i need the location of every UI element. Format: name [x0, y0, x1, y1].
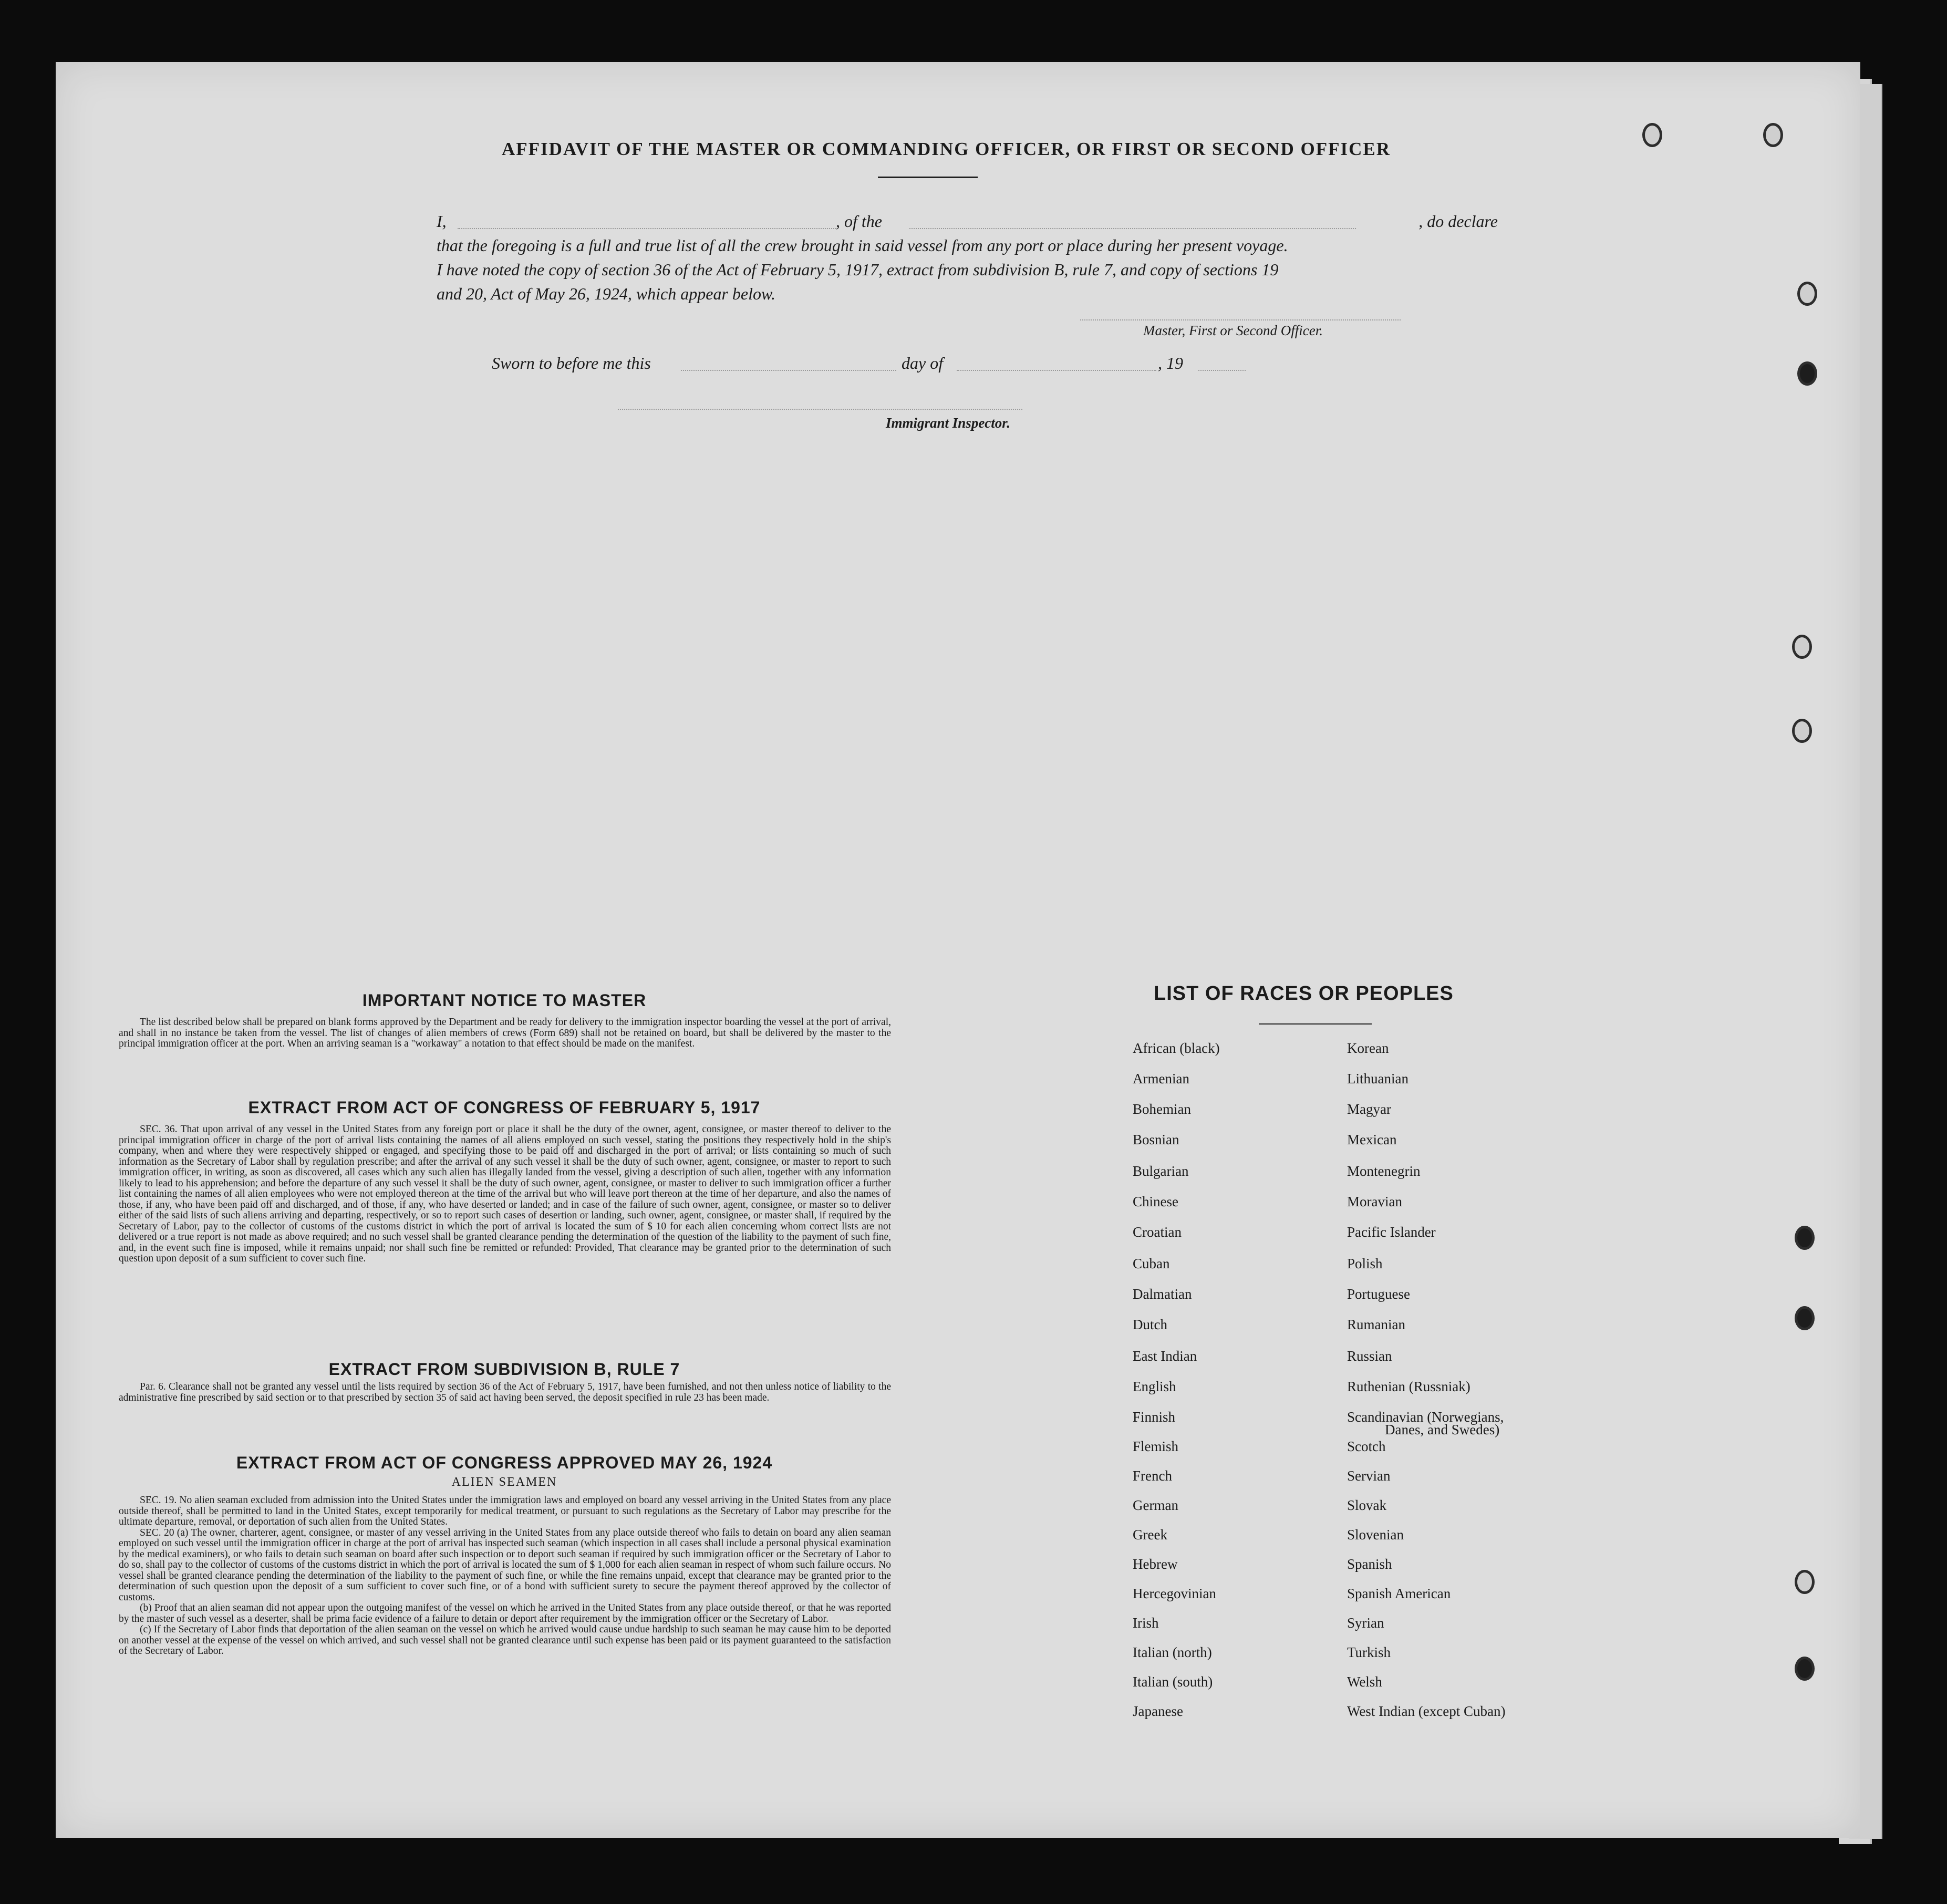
sec-19: SEC. 19. No alien seaman excluded from admission into the United States under the immigration laws and employed on board any vessel arriving in the United States from any place outside thereof, shall be permitted to land in the United States, except temporarily for medical treatment, or pursuant to such regulations as the Secretary of Labor may prescribe for the ultimate departure, removal, or deportation of such alien from the United States. — [119, 1495, 891, 1527]
race-item: Syrian — [1347, 1615, 1384, 1631]
sworn-year: , 19 — [1158, 354, 1183, 372]
punch-hole — [1795, 1570, 1815, 1594]
affidavit-line-3: I have noted the copy of section 36 of the Act of February 5, 1917, extract from subdivision B, rule 7, and copy of sections 19 — [437, 260, 1279, 279]
race-item: Pacific Islander — [1347, 1224, 1436, 1240]
race-item: Cuban — [1133, 1256, 1170, 1271]
sworn-day-of: day of — [902, 354, 944, 372]
notice-text: The list described below shall be prepared on blank forms approved by the Department and be ready for delivery to the immigration inspector boarding the vessel at the port of arrival, and shall in no instance be taken from the vessel. The list of changes of alien members of crews (Form 689) shall not be retained on board, but shall be delivered by the master to the principal immigration officer at the port. When an arriving seaman is a "workaway" a notation to that effect should be made on the manifest. — [119, 1017, 891, 1049]
race-item: Bohemian — [1133, 1101, 1191, 1117]
affidavit-line-2: that the foregoing is a full and true list of all the crew brought in said vessel from any port or place during her present voyage. — [437, 236, 1288, 255]
race-item-continuation: Danes, and Swedes) — [1385, 1422, 1500, 1437]
race-item: Slovenian — [1347, 1527, 1404, 1543]
notice-title: IMPORTANT NOTICE TO MASTER — [362, 991, 647, 1010]
affidavit-line-1 — [437, 209, 1498, 233]
race-item: Slovak — [1347, 1497, 1387, 1513]
punch-hole — [1792, 719, 1812, 743]
race-item: Finnish — [1133, 1409, 1176, 1425]
race-item: Greek — [1133, 1527, 1167, 1543]
sec-20b: (b) Proof that an alien seaman did not appear upon the outgoing manifest of the vessel on which he arrived in the United States from any place outside thereof, or that he was reported by the master of such vessel as a deserter, shall be prima facie evidence of a failure to detain or deport after requirement by the immigration officer or the Secretary of Labor. — [119, 1602, 891, 1624]
subdivision-b-text: Par. 6. Clearance shall not be granted any vessel until the lists required by section 36 of the Act of February 5, 1917, have been furnished, and not then unless notice of liability to the administrative fine prescribed by said section or to that prescribed by section 35 of said act having been served, the deposit specified in rule 23 has been made. — [119, 1381, 891, 1403]
sworn-prefix: Sworn to before me this — [492, 354, 651, 372]
race-item: Servian — [1347, 1468, 1391, 1484]
name-field[interactable] — [458, 228, 836, 229]
affidavit-title: AFFIDAVIT OF THE MASTER OR COMMANDING OFFICER, OR FIRST OR SECOND OFFICER — [502, 139, 1391, 159]
sworn-year-field[interactable] — [1198, 370, 1246, 371]
race-item: Korean — [1347, 1040, 1389, 1056]
race-item: West Indian (except Cuban) — [1347, 1703, 1506, 1719]
race-item: Lithuanian — [1347, 1071, 1409, 1086]
race-item: Mexican — [1347, 1132, 1397, 1147]
race-item: Hercegovinian — [1133, 1586, 1216, 1601]
sworn-line — [492, 351, 1280, 375]
race-item: Armenian — [1133, 1071, 1189, 1086]
race-item: Flemish — [1133, 1439, 1179, 1454]
race-item: Ruthenian (Russniak) — [1347, 1379, 1470, 1394]
affidavit-i: I, — [437, 212, 447, 231]
affidavit-of-the: , of the — [836, 212, 882, 231]
master-signature-label: Master, First or Second Officer. — [1143, 323, 1323, 338]
race-item: French — [1133, 1468, 1172, 1484]
race-item: Montenegrin — [1347, 1163, 1421, 1179]
race-item: Magyar — [1347, 1101, 1391, 1117]
races-underline — [1259, 1023, 1372, 1025]
race-item: Croatian — [1133, 1224, 1182, 1240]
race-item: German — [1133, 1497, 1178, 1513]
extract-1924-subtitle: ALIEN SEAMEN — [451, 1475, 557, 1489]
extract-1917-title: EXTRACT FROM ACT OF CONGRESS OF FEBRUARY 5, 1917 — [248, 1098, 761, 1117]
punch-hole — [1763, 123, 1783, 147]
race-item: Dutch — [1133, 1317, 1167, 1332]
punch-hole — [1792, 635, 1812, 659]
punch-hole — [1795, 1226, 1815, 1250]
race-item: Italian (south) — [1133, 1674, 1213, 1690]
subdivision-b-title: EXTRACT FROM SUBDIVISION B, RULE 7 — [328, 1360, 680, 1379]
race-item: Irish — [1133, 1615, 1159, 1631]
race-item: Scandinavian (Norwegians, — [1347, 1409, 1504, 1425]
race-item: East Indian — [1133, 1348, 1197, 1364]
race-item: African (black) — [1133, 1040, 1220, 1056]
affidavit-declare: , do declare — [1418, 212, 1498, 231]
race-item: Japanese — [1133, 1703, 1183, 1719]
title-underline — [878, 177, 978, 178]
race-item: Chinese — [1133, 1194, 1178, 1209]
race-item: Moravian — [1347, 1194, 1402, 1209]
punch-hole — [1795, 1657, 1815, 1681]
affidavit-line-4: and 20, Act of May 26, 1924, which appear below. — [437, 284, 775, 303]
punch-hole — [1797, 282, 1817, 306]
sec-20c: (c) If the Secretary of Labor finds that deportation of the alien seaman on the vessel on which he arrived would cause undue hardship to such seaman he may cause him to be deported on another vessel at the expense of the vessel on which arrived, and such vessel shall not be granted clearance until such expense has been paid or its payment guaranteed to the satisfaction of the Secretary of Labor. — [119, 1624, 891, 1657]
sec-20a: SEC. 20 (a) The owner, charterer, agent, consignee, or master of any vessel arriving in the United States from any place outside thereof who fails to detain on board any alien seaman employed on such vessel until the immigration officer in charge at the port of arrival has inspected such seaman (which inspection in all cases shall include a personal physical examination by the medical examiners), or who fails to detain such seaman on board after such inspection or to deport such seaman if required by such immigration officer or the Secretary of Labor to do so, shall pay to the collector of customs of the customs district in which the port of arrival is located the sum of $ 1,000 for each alien seaman in respect of whom such failure occurs. No vessel shall be granted clearance pending the determination of the liability to the payment of such fine, or while the fine remains unpaid, except that clearance may be granted prior to the determination of such question upon the deposit of a sum sufficient to cover such fine, or of a bond with sufficient surety to secure the payment thereof approved by the collector of customs. — [119, 1527, 891, 1603]
extract-1917-text: SEC. 36. That upon arrival of any vessel in the United States from any foreign port or place it shall be the duty of the owner, agent, consignee, or master thereof to deliver to the principal immigration officer in charge of the port of arrival lists containing the names of all aliens employed on such vessel, stating the positions they respectively hold in the ship's company, when and where they were respectively shipped or engaged, and specifying those to be paid off and discharged in the port of arrival; or lists containing so much of such information as the Secretary of Labor shall by regulation prescribe; and after the arrival of any such vessel it shall be the duty of such owner, agent, consignee, or master to report to such immigration officer, in writing, as soon as discovered, all cases which any such alien has illegally landed from the vessel, giving a description of such alien, together with any information likely to lead to his apprehension; and before the departure of any such vessel it shall be the duty of such owner, agent, consignee, or master to deliver to such immigration officer a further list containing the names of all alien employees who were not employed thereon at the time of the arrival but who will leave port thereon at the time of her departure, and also the names of those, if any, who have been paid off and discharged, and of those, if any, who have deserted or landed; and in case of the failure of such owner, agent, consignee, or master so to deliver either of the said lists of such aliens arriving and departing, respectively, or so to report such cases of desertion or landing, such owner, agent, consignee, or master shall, if required by the Secretary of Labor, pay to the collector of customs of the customs district in which the port of arrival is located the sum of $ 10 for each alien concerning whom correct lists are not delivered or a true report is not made as above required; and no such vessel shall be granted clearance pending the determination of the question of the liability to the payment of such fine, and, in the event such fine is imposed, while it remains unpaid; nor shall such fine be remitted or refunded: Provided, That clearance may be granted prior to the determination of such question upon deposit of a sum sufficient to cover such fine. — [119, 1124, 891, 1264]
sworn-month-field[interactable] — [957, 370, 1156, 371]
race-item: Portuguese — [1347, 1286, 1410, 1302]
race-item: Turkish — [1347, 1644, 1391, 1660]
punch-hole — [1642, 123, 1662, 147]
race-item: Dalmatian — [1133, 1286, 1192, 1302]
races-title: LIST OF RACES OR PEOPLES — [1154, 982, 1454, 1005]
race-item: Spanish — [1347, 1556, 1392, 1572]
race-item: Scotch — [1347, 1439, 1386, 1454]
inspector-label: Immigrant Inspector. — [886, 415, 1011, 431]
race-item: Polish — [1347, 1256, 1383, 1271]
sworn-date-field[interactable] — [681, 370, 896, 371]
vessel-field[interactable] — [909, 228, 1356, 229]
race-item: Spanish American — [1347, 1586, 1451, 1601]
inspector-signature-line[interactable] — [618, 409, 1022, 410]
race-item: Bulgarian — [1133, 1163, 1189, 1179]
master-signature-line[interactable] — [1080, 319, 1401, 320]
punch-hole — [1797, 361, 1817, 386]
extract-1924-title: EXTRACT FROM ACT OF CONGRESS APPROVED MAY 26, 1924 — [236, 1453, 773, 1472]
race-item: Russian — [1347, 1348, 1392, 1364]
race-item: English — [1133, 1379, 1176, 1394]
punch-hole — [1795, 1306, 1815, 1330]
race-item: Hebrew — [1133, 1556, 1178, 1572]
race-item: Bosnian — [1133, 1132, 1179, 1147]
race-item: Italian (north) — [1133, 1644, 1212, 1660]
extract-1924-text — [119, 1495, 891, 1657]
race-item: Welsh — [1347, 1674, 1382, 1690]
document-page — [56, 62, 1860, 1838]
race-item: Rumanian — [1347, 1317, 1405, 1332]
